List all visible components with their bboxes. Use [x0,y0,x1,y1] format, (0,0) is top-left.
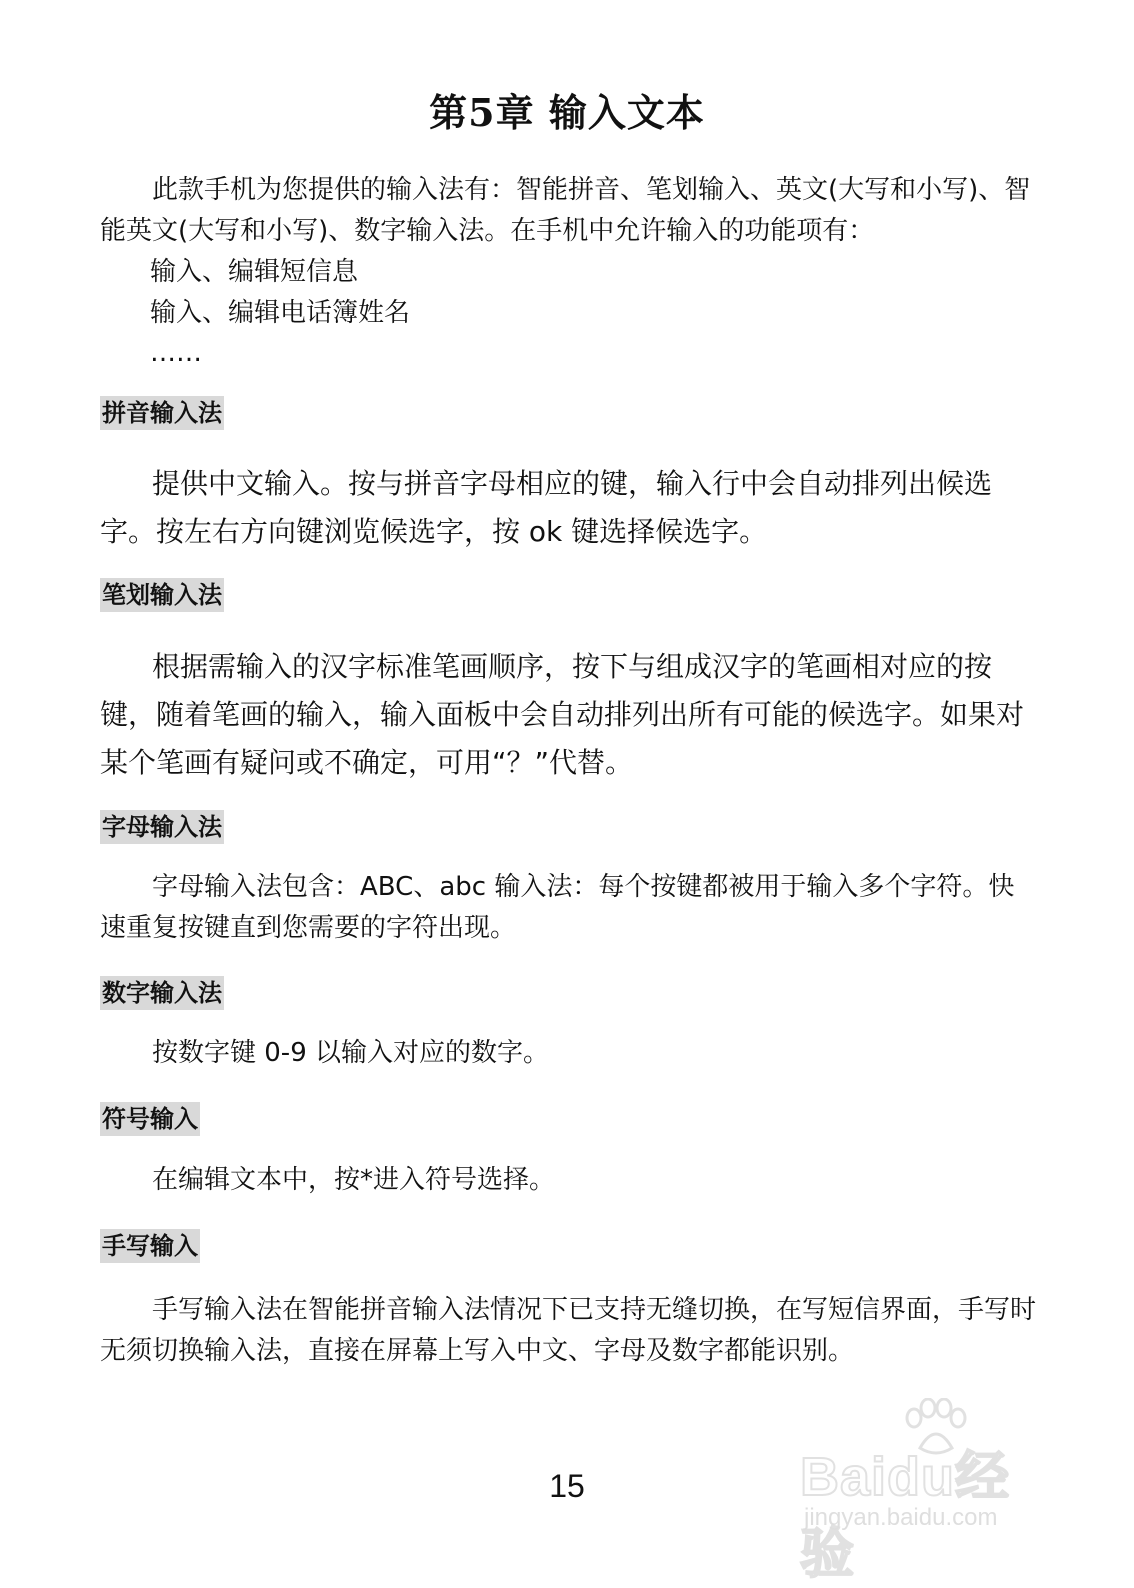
section-body-handwriting: 手写输入法在智能拼音输入法情况下已支持无缝切换，在写短信界面，手写时无须切换输入法，直接在屏幕上写入中文、字母及数字都能识别。 [100,1295,1037,1366]
section-heading-pinyin: 拼音输入法 [100,396,224,430]
intro-item: 输入、编辑电话簿姓名 [150,298,411,328]
chapter-title: 第5章 输入文本 [429,90,705,135]
intro-item: 输入、编辑短信息 [150,257,359,287]
section-body-stroke: 根据需输入的汉字标准笔画顺序，按下与组成汉字的笔画相对应的按键，随着笔画的输入，输入面板中会自动排列出所有可能的候选字。如果对某个笔画有疑问或不确定，可用“？”代替。 [100,650,1025,779]
section-body-symbol: 在编辑文本中，按*进入符号选择。 [152,1165,556,1195]
section-heading-letter: 字母输入法 [100,810,224,844]
watermark-brand: Baidu经验 [800,1447,1011,1584]
page-number: 15 [549,1468,585,1504]
section-body-number: 按数字键 0-9 以输入对应的数字。 [152,1038,549,1068]
intro-item-ellipsis: …… [150,338,202,368]
section-body-pinyin: 提供中文输入。按与拼音字母相应的键，输入行中会自动排列出候选字。按左右方向键浏览候选字，按 ok 键选择候选字。 [100,467,993,548]
section-heading-stroke: 笔划输入法 [100,578,224,612]
baidu-watermark [790,1398,1060,1584]
section-heading-number: 数字输入法 [100,976,224,1010]
intro-paragraph: 此款手机为您提供的输入法有：智能拼音、笔划输入、英文(大写和小写)、智能英文(大写和小写)、数字输入法。在手机中允许输入的功能项有： [100,175,1031,246]
section-heading-handwriting: 手写输入 [100,1229,200,1263]
section-body-letter: 字母输入法包含：ABC、abc 输入法：每个按键都被用于输入多个字符。快速重复按键直到您需要的字符出现。 [100,872,1015,943]
watermark-url: jingyan.baidu.com [804,1504,998,1531]
section-heading-symbol: 符号输入 [100,1102,200,1136]
